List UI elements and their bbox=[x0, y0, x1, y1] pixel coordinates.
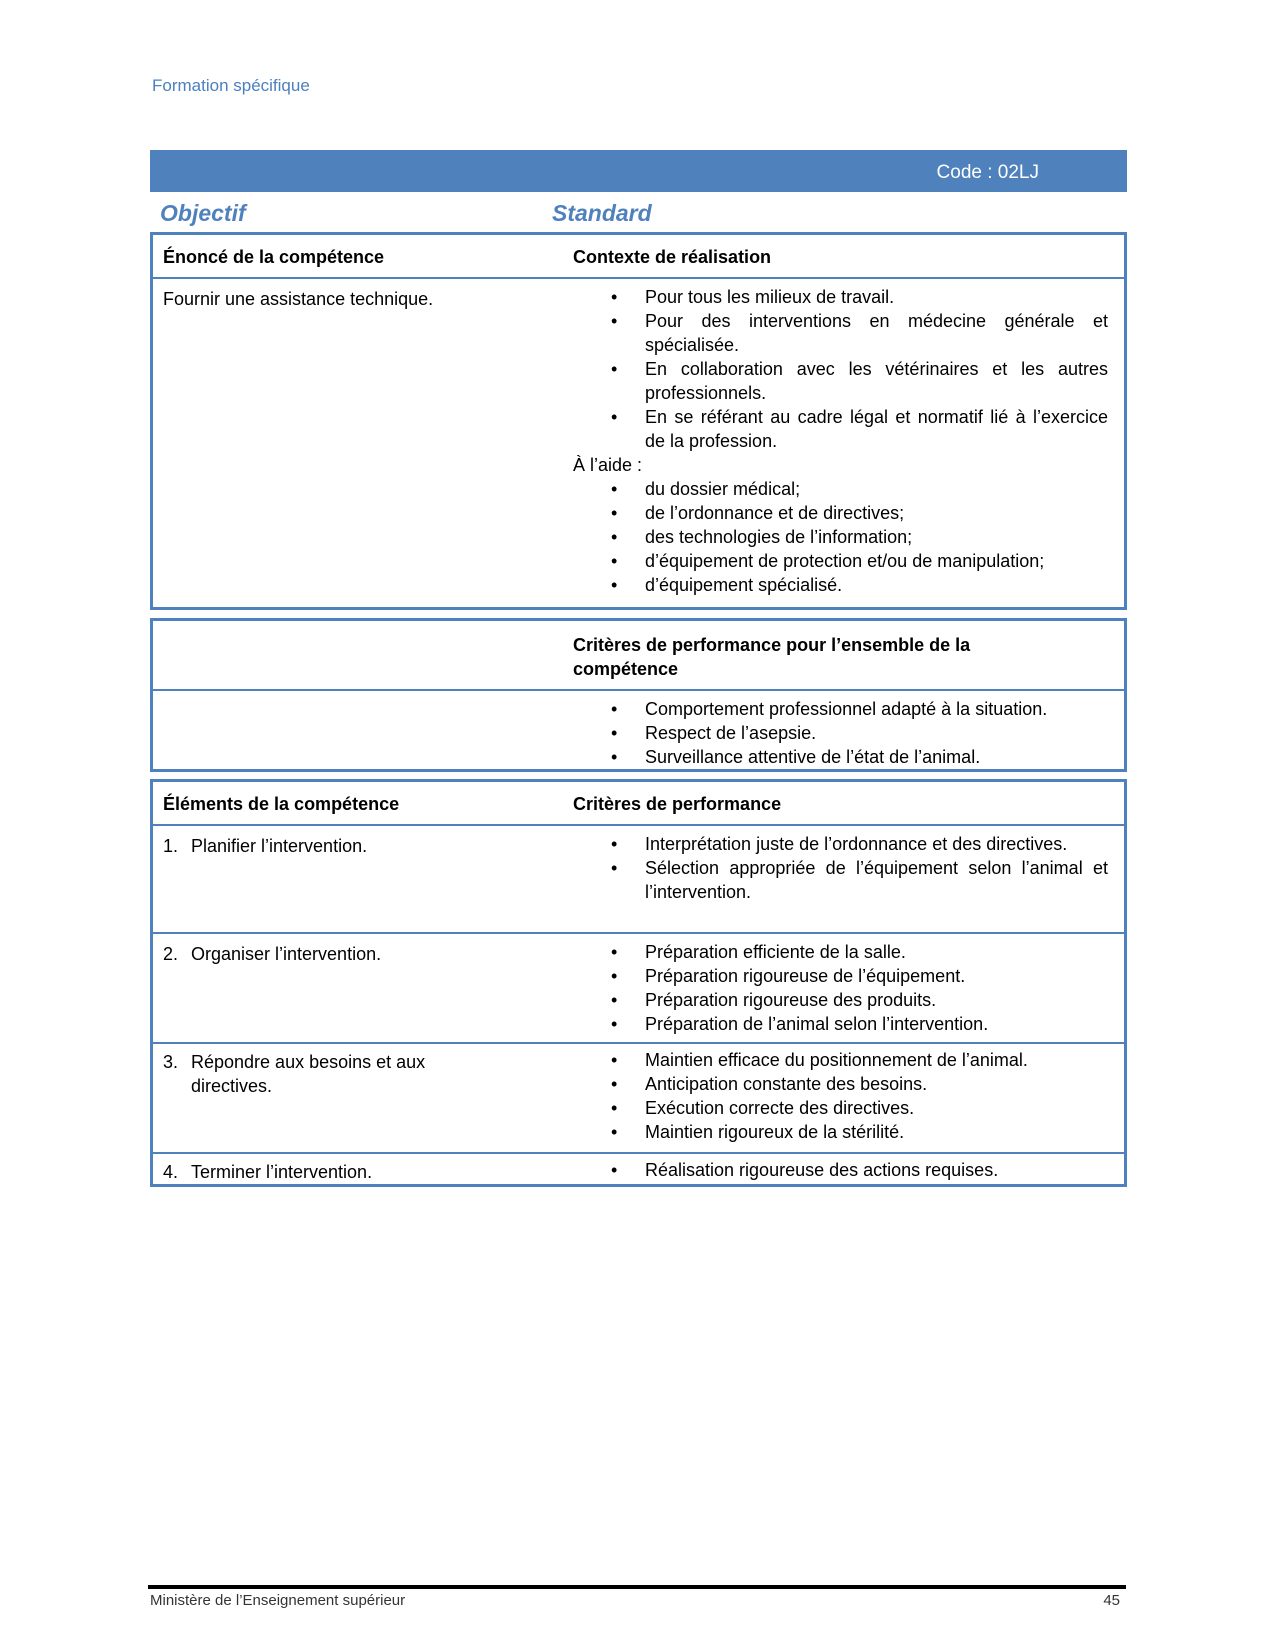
element-text: Organiser l’intervention. bbox=[191, 944, 382, 964]
list-item: • Anticipation constante des besoins. bbox=[573, 1072, 1108, 1096]
list-item: • Réalisation rigoureuse des actions requises. bbox=[573, 1158, 1108, 1182]
table-row bbox=[153, 689, 1124, 771]
page-number: 45 bbox=[1103, 1592, 1120, 1609]
criteres-header: Critères de performance bbox=[573, 794, 782, 814]
table-row bbox=[153, 824, 1124, 932]
list-item: • Préparation efficiente de la salle. bbox=[573, 940, 1108, 964]
criteres-ensemble-table bbox=[150, 618, 1127, 772]
list-item: • Respect de l’asepsie. bbox=[573, 721, 1108, 745]
table-row bbox=[153, 277, 1124, 609]
element-3 bbox=[163, 1050, 491, 1098]
list-item: • Pour tous les milieux de travail. bbox=[573, 285, 1108, 309]
element-number: 3. bbox=[163, 1052, 179, 1072]
objectif-title: Objectif bbox=[160, 200, 246, 226]
list-item: • Sélection appropriée de l’équipement selon l’animal et l’intervention. bbox=[573, 856, 1108, 904]
table-header-row bbox=[153, 621, 1124, 689]
list-item: • Comportement professionnel adapté à la situation. bbox=[573, 697, 1108, 721]
elements-criteres-table bbox=[150, 779, 1127, 1187]
aide-label: À l’aide : bbox=[573, 455, 643, 475]
list-item: • En se référant au cadre légal et normatif lié à l’exercice de la profession. bbox=[573, 405, 1108, 453]
list-item: • des technologies de l’information; bbox=[573, 525, 1108, 549]
list-item: • En collaboration avec les vétérinaires et les autres professionnels. bbox=[573, 357, 1108, 405]
element-text: Terminer l’intervention. bbox=[191, 1162, 373, 1182]
running-header: Formation spécifique bbox=[152, 76, 310, 95]
list-item: • du dossier médical; bbox=[573, 477, 1108, 501]
element-number: 4. bbox=[163, 1162, 179, 1182]
table-row bbox=[153, 1152, 1124, 1190]
criteres-list bbox=[573, 1158, 1108, 1182]
element-text: Planifier l’intervention. bbox=[191, 836, 368, 856]
enonce-header: Énoncé de la compétence bbox=[163, 247, 385, 267]
criteres-ensemble-column bbox=[573, 697, 1108, 769]
table-row bbox=[153, 932, 1124, 1042]
element-1 bbox=[163, 834, 571, 858]
list-item: • Maintien efficace du positionnement de l’animal. bbox=[573, 1048, 1108, 1072]
elements-header: Éléments de la compétence bbox=[163, 794, 400, 814]
list-item: • Préparation rigoureuse des produits. bbox=[573, 988, 1108, 1012]
competency-code: Code : 02LJ bbox=[936, 162, 1039, 183]
list-item: • Exécution correcte des directives. bbox=[573, 1096, 1108, 1120]
list-item: • de l’ordonnance et de directives; bbox=[573, 501, 1108, 525]
element-2 bbox=[163, 942, 571, 966]
code-bar bbox=[150, 150, 1127, 192]
list-item: • Préparation rigoureuse de l’équipement. bbox=[573, 964, 1108, 988]
criteres-column bbox=[573, 1048, 1108, 1144]
criteres-column bbox=[573, 940, 1108, 1036]
aide-list bbox=[573, 477, 1108, 597]
list-item: • Surveillance attentive de l’état de l’animal. bbox=[573, 745, 1108, 769]
list-item: • Maintien rigoureux de la stérilité. bbox=[573, 1120, 1108, 1144]
element-text: Répondre aux besoins et aux directives. bbox=[191, 1052, 426, 1096]
criteres-list bbox=[573, 1048, 1108, 1144]
list-item: • d’équipement spécialisé. bbox=[573, 573, 1108, 597]
contexte-list bbox=[573, 285, 1108, 453]
element-number: 2. bbox=[163, 944, 179, 964]
standard-title: Standard bbox=[552, 200, 652, 226]
element-4 bbox=[163, 1160, 571, 1184]
criteres-column bbox=[573, 1158, 1108, 1182]
table-row bbox=[153, 1042, 1124, 1152]
footer-rule bbox=[148, 1585, 1126, 1589]
list-item: • Interprétation juste de l’ordonnance et des directives. bbox=[573, 832, 1108, 856]
enonce-contexte-table bbox=[150, 232, 1127, 610]
contexte-column bbox=[573, 285, 1108, 597]
table-header-row bbox=[153, 235, 1124, 277]
criteres-list bbox=[573, 832, 1108, 904]
list-item: • d’équipement de protection et/ou de manipulation; bbox=[573, 549, 1108, 573]
element-number: 1. bbox=[163, 836, 179, 856]
criteres-list bbox=[573, 940, 1108, 1036]
column-titles bbox=[160, 200, 1120, 228]
list-item: • Préparation de l’animal selon l’intervention. bbox=[573, 1012, 1108, 1036]
table-header-row bbox=[153, 782, 1124, 824]
criteres-column bbox=[573, 832, 1108, 904]
enonce-text: Fournir une assistance technique. bbox=[163, 289, 434, 309]
footer-ministry: Ministère de l’Enseignement supérieur bbox=[150, 1592, 406, 1609]
criteres-ensemble-list bbox=[573, 697, 1108, 769]
criteres-ensemble-header: Critères de performance pour l’ensemble de la compétence bbox=[573, 635, 971, 679]
contexte-header: Contexte de réalisation bbox=[573, 247, 772, 267]
list-item: • Pour des interventions en médecine générale et spécialisée. bbox=[573, 309, 1108, 357]
